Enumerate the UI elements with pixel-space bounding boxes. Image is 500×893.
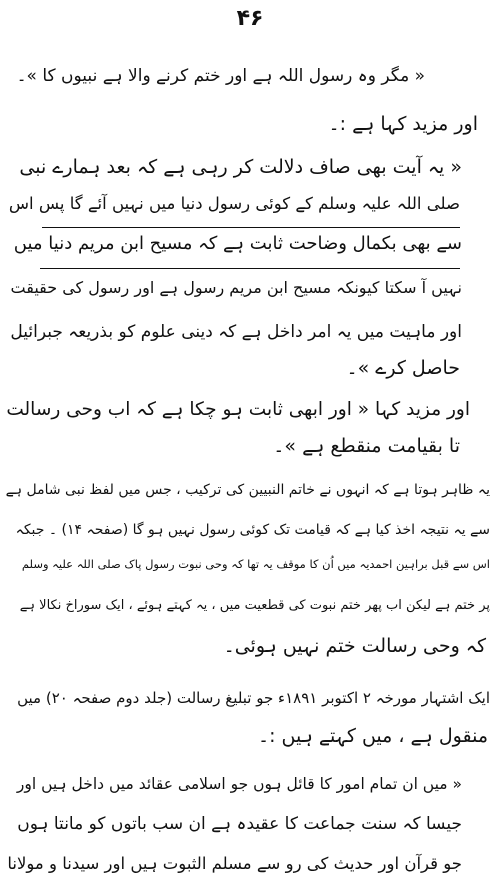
page-number: ۴۶	[236, 6, 264, 31]
quote-line: جو قرآن اور حدیث کی رو سے مسلم الثبوت ہیں اور سیدنا و مولانا	[7, 854, 462, 873]
body-line: کہ وحی رسالت ختم نہیں ہوئی۔	[223, 635, 486, 657]
underline	[42, 227, 460, 228]
body-line: یہ ظاہر ہوتا ہے کہ انہوں نے خاتم النبیین کی ترکیب ، جس میں لفظ نبی شامل ہے	[5, 482, 490, 498]
body-line: سے یہ نتیجہ اخذ کیا ہے کہ قیامت تک کوئی رسول نہیں ہو گا (صفحہ ۱۴) ۔ جبکہ	[15, 522, 490, 538]
quote-line: « یہ آیت بھی صاف دلالت کر رہی ہے کہ بعد ہمارے نبی	[19, 156, 462, 178]
quote-line: جیسا کہ سنت جماعت کا عقیدہ ہے ان سب باتوں کو مانتا ہوں	[17, 814, 462, 834]
quote-line: اور مزید کہا « اور ابھی ثابت ہو چکا ہے کہ اب وحی رسالت	[6, 399, 470, 420]
quote-line: « میں ان تمام امور کا قائل ہوں جو اسلامی عقائد میں داخل ہیں اور	[16, 775, 462, 793]
body-line: ایک اشتہار مورخہ ۲ اکتوبر ۱۸۹۱ء جو تبلیغ رسالت (جلد دوم صفحہ ۲۰) میں	[17, 689, 490, 707]
quote-line: « مگر وہ رسول اللہ ہے اور ختم کرنے والا ہے نبیوں کا »۔	[16, 66, 425, 86]
underline	[40, 268, 460, 269]
body-line: منقول ہے ، میں کہتے ہیں :۔	[257, 725, 488, 747]
body-line: اس سے قبل براہین احمدیہ میں اُن کا موقف یہ تھا کہ وحی نبوت رسول پاک صلی اللہ علیہ وسلم	[21, 557, 490, 571]
body-line: پر ختم ہے لیکن اب پھر ختم نبوت کی قطعیت میں ، یہ کہتے ہوئے ، ایک سوراخ نکالا ہے	[19, 598, 490, 613]
quote-line: تا بقیامت منقطع ہے »۔	[273, 435, 460, 457]
body-line: اور مزید کہا ہے :۔	[328, 113, 478, 135]
quote-line: اور ماہیت میں یہ امر داخل ہے کہ دینی علوم کو بذریعہ جبرائیل	[10, 322, 462, 342]
quote-line: نہیں آ سکتا کیونکہ مسیح ابن مریم رسول ہے اور رسول کی حقیقت	[10, 278, 462, 297]
quote-line: سے بھی بکمال وضاحت ثابت ہے کہ مسیح ابن مریم دنیا میں	[13, 233, 462, 254]
quote-line: صلی اللہ علیہ وسلم کے کوئی رسول دنیا میں نہیں آئے گا پس اس	[8, 194, 460, 213]
quote-line: حاصل کرے »۔	[346, 357, 460, 379]
